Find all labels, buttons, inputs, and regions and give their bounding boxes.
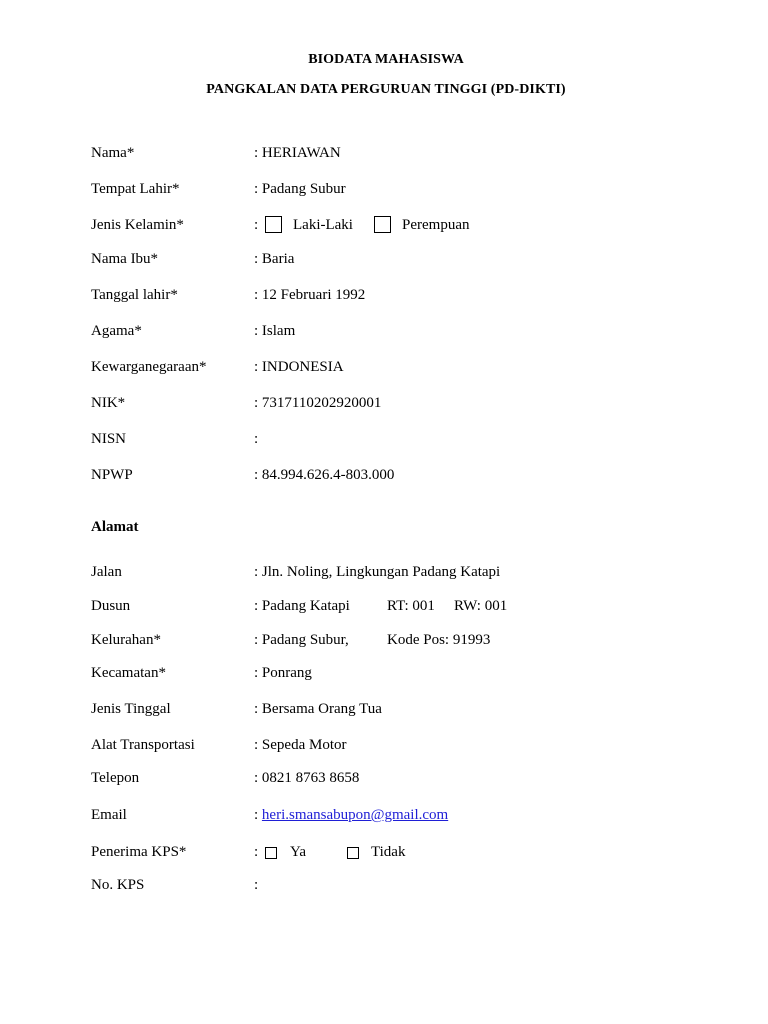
perempuan-option-label: Perempuan [402,217,470,233]
rt-value: RT: 001 [387,598,435,614]
nama-value: : HERIAWAN [254,145,341,161]
kps-ya-label: Ya [290,844,306,860]
laki-laki-option-label: Laki-Laki [293,217,353,233]
nisn-value: : [254,431,259,447]
kecamatan-label: Kecamatan* [91,665,166,681]
agama-value: : Islam [254,323,296,339]
nik-value: : 7317110202920001 [254,395,382,411]
kps-tidak-label: Tidak [371,844,406,860]
tempat-lahir-label: Tempat Lahir* [91,181,180,197]
telepon-value: : 0821 8763 8658 [254,770,360,786]
jenis-kelamin-label: Jenis Kelamin* [91,217,184,233]
alamat-heading: Alamat [91,519,139,535]
email-link[interactable]: heri.smansabupon@gmail.com [261,807,449,823]
laki-laki-checkbox[interactable] [265,216,282,233]
alat-transportasi-label: Alat Transportasi [91,737,195,753]
kewarganegaraan-label: Kewarganegaraan* [91,359,207,375]
kelurahan-value: : Padang Subur, [254,632,349,648]
nik-label: NIK* [91,395,126,411]
jenis-tinggal-value: : Bersama Orang Tua [254,701,382,717]
tanggal-lahir-value: : 12 Februari 1992 [254,287,366,303]
email-label: Email [91,807,127,823]
nama-ibu-value: : Baria [254,251,295,267]
tanggal-lahir-label: Tanggal lahir* [91,287,178,303]
agama-label: Agama* [91,323,142,339]
jalan-value: : Jln. Noling, Lingkungan Padang Katapi [254,564,501,580]
jenis-kelamin-colon: : [254,217,259,233]
npwp-label: NPWP [91,467,133,483]
nisn-label: NISN [91,431,127,447]
email-row [254,807,448,824]
tempat-lahir-value: : Padang Subur [254,181,346,197]
kode-pos-value: Kode Pos: 91993 [387,632,491,648]
document-title: BIODATA MAHASISWA [308,52,464,67]
nama-ibu-label: Nama Ibu* [91,251,159,267]
email-colon: : [254,807,259,823]
telepon-label: Telepon [91,770,140,786]
dusun-value: : Padang Katapi [254,598,350,614]
kewarganegaraan-value: : INDONESIA [254,359,344,375]
jalan-label: Jalan [91,564,122,580]
penerima-kps-label: Penerima KPS* [91,844,187,860]
alat-transportasi-value: : Sepeda Motor [254,737,347,753]
kps-tidak-checkbox[interactable] [347,847,359,859]
jenis-tinggal-label: Jenis Tinggal [91,701,171,717]
no-kps-value: : [254,877,259,893]
kecamatan-value: : Ponrang [254,665,312,681]
penerima-kps-colon: : [254,844,259,860]
document-subtitle: PANGKALAN DATA PERGURUAN TINGGI (PD-DIKTI) [206,82,566,97]
npwp-value: : 84.994.626.4-803.000 [254,467,395,483]
nama-label: Nama* [91,145,135,161]
dusun-label: Dusun [91,598,131,614]
rw-value: RW: 001 [454,598,508,614]
kelurahan-label: Kelurahan* [91,632,161,648]
no-kps-label: No. KPS [91,877,145,893]
perempuan-checkbox[interactable] [374,216,391,233]
kps-ya-checkbox[interactable] [265,847,277,859]
